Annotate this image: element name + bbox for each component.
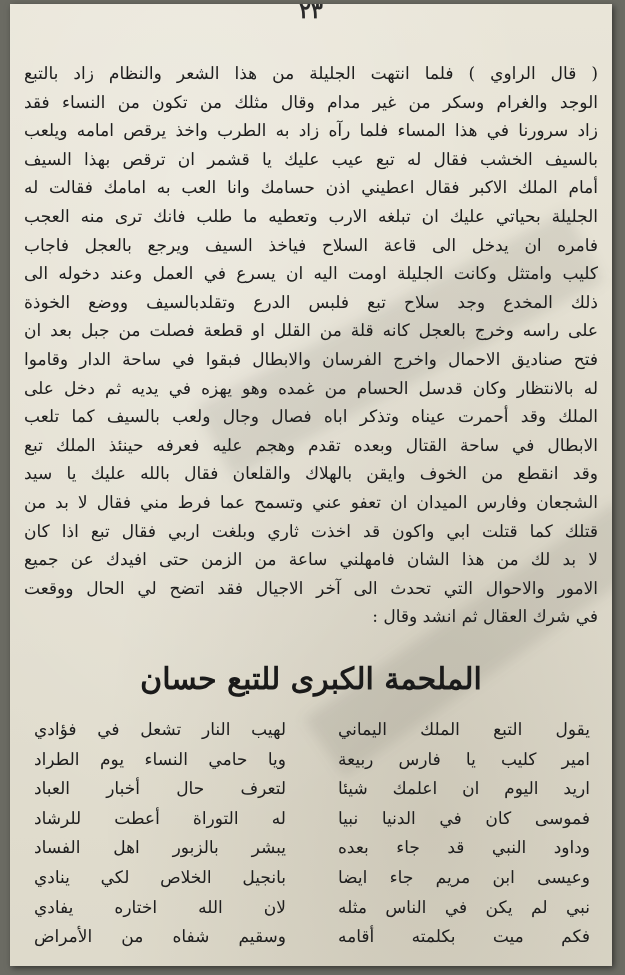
poem-column-left xyxy=(34,716,286,953)
prose-line: الامور والاحوال التي تحدث الى آخر الاجيال فقد اتضح لي الحال ووقعت xyxy=(24,578,598,599)
poem-verse: فموسى كان في الدنيا نبيا xyxy=(338,808,590,829)
prose-line: قتلك كما قتلت ابي واكون قد اخذت ثاري وبلغت اربي فقال تبع اذا كان xyxy=(24,521,598,542)
poem-verse: وداود النبي قد جاء بعده xyxy=(338,838,590,859)
poem-verse: اريد اليوم ان اعلمك شيئا xyxy=(338,779,590,800)
poem-verse: نبي لم يكن في الناس مثله xyxy=(338,897,590,918)
poem-verse: ويا حامي النساء يوم الطراد xyxy=(34,749,286,770)
prose-line: الوجد والغرام وسكر من غير مدام وقال مثلك من تكون من النساء فقد xyxy=(24,92,598,113)
prose-line: الجليلة بحياتي عليك ان تبلغه الارب وتعطيه ما طلب فانك ترى منه العجب xyxy=(24,206,598,227)
poem-verse: لان الله اختاره يفادي xyxy=(34,897,286,918)
prose-line: الملك وقد أحمرت عيناه وتذكر اباه فصال وجال ولعب بالسيف كما تلعب xyxy=(24,407,598,428)
prose-line: فتح صناديق الاحمال واخرج الفرسان والابطال فبقوا في ساحة الدار وقاموا xyxy=(24,349,598,370)
book-page xyxy=(10,4,612,966)
poem-verse: وعيسى ابن مريم جاء ايضا xyxy=(338,867,590,888)
poem-column-right xyxy=(338,716,590,953)
page-number: ٢٣ xyxy=(299,4,323,24)
prose-line: زاد سرورنا في هذا المساء فلما رآه زاد به الطرب واخذ يرقص امامه ويلعب xyxy=(24,121,598,142)
poem-verse: له التوراة أعطت للرشاد xyxy=(34,808,286,829)
prose-line: فامره ان يدخل الى قاعة السلاح فياخذ السيف ويرجع بالعجل فاجاب xyxy=(24,235,598,256)
poem-verse: يقول التبع الملك اليماني xyxy=(338,720,590,740)
prose-body xyxy=(24,60,598,632)
prose-line: ( قال الراوي ) فلما انتهت الجليلة من هذا الشعر والنظام زاد بالتبع xyxy=(24,64,598,84)
poem-title: الملحمة الكبرى للتبع حسان xyxy=(140,662,482,697)
prose-line: لا بد لك من هذا الشان فامهلني ساعة من الزمن حتى افيدك عن جميع xyxy=(24,550,598,571)
prose-line: ذلك المخدع وجد سلاح تبع فلبس الدرع وتقلدبالسيف ووضع الخوذة xyxy=(24,292,598,313)
prose-line: وقد انقطع من الخوف وايقن بالهلاك والقلعان فقال بالله عليك يا سيد xyxy=(24,464,598,485)
prose-line: على راسه وخرج بالعجل كانه قلة من القلل او قطعة فصلت من جبل بعد ان xyxy=(24,321,598,342)
prose-line: في شرك العقال ثم انشد وقال : xyxy=(372,607,598,628)
poem-verse: امير كليب يا فارس ربيعة xyxy=(338,749,590,770)
prose-line: كليب وامتثل وكانت الجليلة اومت اليه ان يسرع في العمل وعند دخوله الى xyxy=(24,264,598,285)
prose-line: الابطال في ساحة القتال وبعده تقدم وهجم عليه فعرفه حينئذ الملك تبع xyxy=(24,435,598,456)
prose-line: بالسيف الخشب فقال له تبع عيب عليك يا قشمر ان ترقص بهذا السيف xyxy=(24,149,598,170)
prose-line: أمام الملك الاكبر فقال اعطيني اذن حسامك وانا العب به امامك فقالت له xyxy=(24,178,598,199)
poem-verse: وسقيم شفاه من الأمراض xyxy=(34,927,286,948)
poem-verse: فكم ميت بكلمته أقامه xyxy=(338,927,590,948)
prose-line: له بالانتظار وكان قدسل الحسام من غمده وهو يهزه في يديه ثم دخل على xyxy=(24,378,598,399)
poem-verse: لهيب النار تشعل في فؤادي xyxy=(34,720,286,740)
poem-verse: بانجيل الخلاص لكي ينادي xyxy=(34,867,286,888)
poem-verse: يبشر بالزبور اهل الفساد xyxy=(34,838,286,859)
prose-line: الشجعان وفارس الميدان ان تعفو عني وتسمح عما فرط مني فقال لا بد من xyxy=(24,492,598,513)
poem-verse: لتعرف حال أخبار العباد xyxy=(34,779,286,800)
